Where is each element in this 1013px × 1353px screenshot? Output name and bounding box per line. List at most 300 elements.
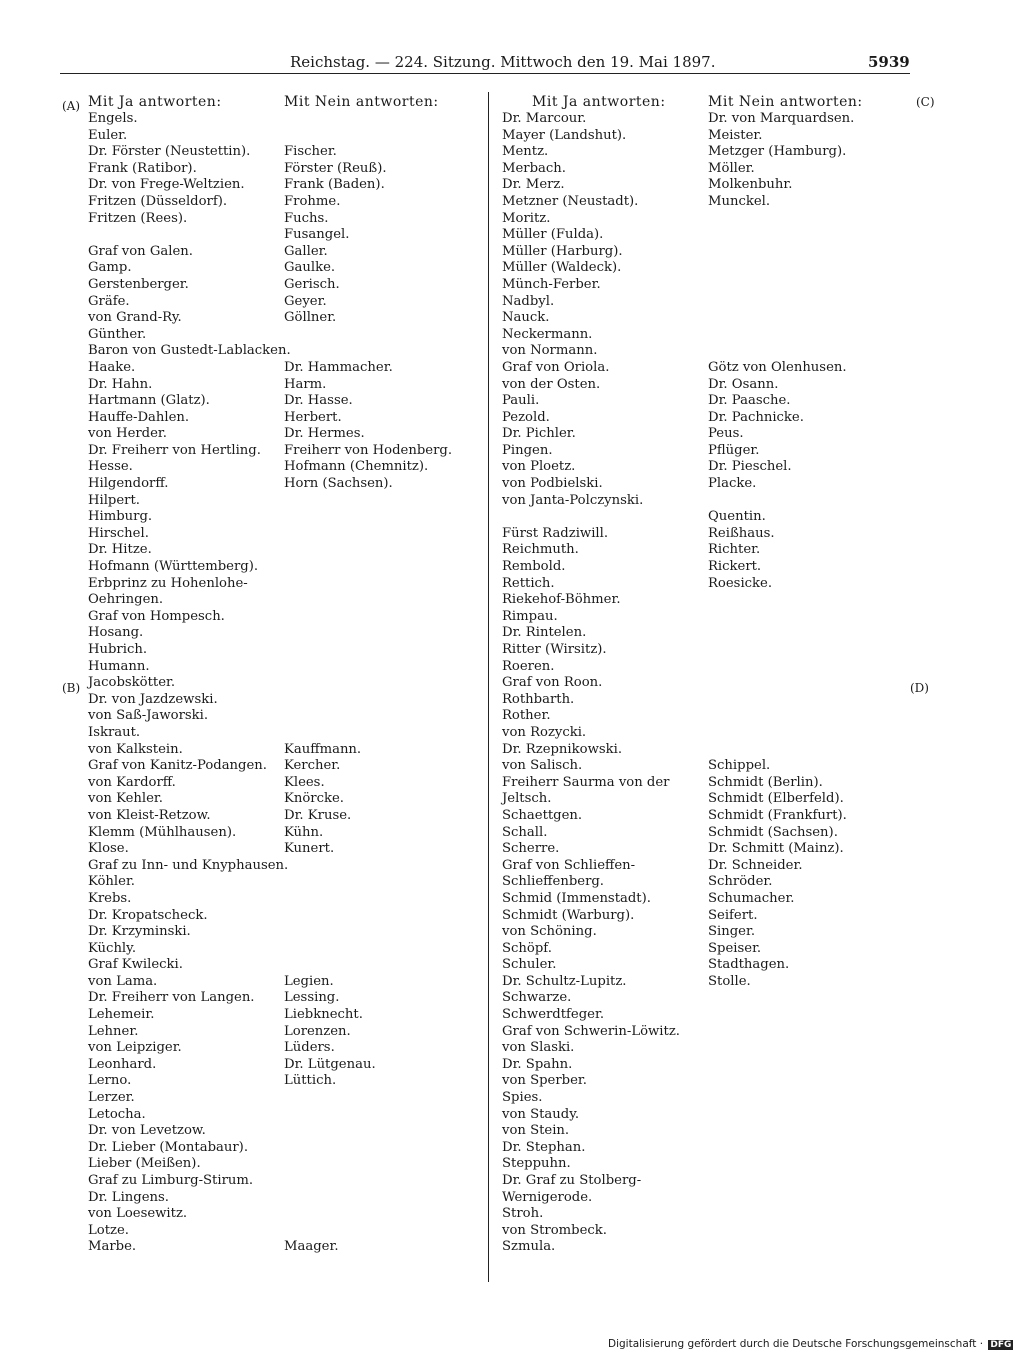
nein-entry: Roesicke. (708, 575, 773, 591)
vote-row (502, 592, 863, 609)
ja-entry: von Janta-Polczynski. (502, 492, 644, 508)
vote-row (502, 1024, 863, 1041)
left-nein-header: Mit Nein antworten: (284, 94, 439, 110)
vote-row (88, 990, 452, 1007)
ja-entry: von Strombeck. (502, 1222, 607, 1238)
nein-entry: Singer. (708, 924, 756, 940)
ja-entry: Rimpau. (502, 608, 558, 624)
nein-entry: Schmidt (Sachsen). (708, 824, 838, 840)
ja-entry: Graf von Schlieffen- (502, 857, 636, 873)
ja-entry: von Leipziger. (88, 1040, 182, 1056)
nein-entry: Pflüger. (708, 442, 760, 458)
ja-entry: Pauli. (502, 393, 540, 409)
vote-row (502, 128, 863, 145)
vote-row (502, 459, 863, 476)
page-header-title: Reichstag. — 224. Sitzung. Mittwoch den 19. Mai 1897. (290, 53, 716, 71)
nein-entry: Dr. Pachnicke. (708, 409, 804, 425)
nein-entry: Schippel. (708, 758, 771, 774)
vote-row (88, 459, 452, 476)
vote-row (88, 1040, 452, 1057)
ja-entry: von Ploetz. (502, 459, 576, 475)
vote-row (502, 941, 863, 958)
ja-entry: Dr. Schultz-Lupitz. (502, 973, 627, 989)
vote-row (88, 625, 452, 642)
ja-entry: Münch-Ferber. (502, 276, 601, 292)
vote-row (88, 111, 452, 128)
nein-entry: Kercher. (284, 758, 341, 774)
ja-entry: Schmid (Immenstadt). (502, 890, 651, 906)
vote-row (502, 161, 863, 178)
right-column (502, 94, 863, 1256)
nein-entry: Meister. (708, 127, 763, 143)
ja-entry: von Grand-Ry. (88, 310, 182, 326)
vote-row (88, 775, 452, 792)
right-ja-header: Mit Ja antworten: (532, 94, 666, 110)
vote-row (88, 841, 452, 858)
vote-row (88, 891, 452, 908)
vote-row (88, 742, 452, 759)
nein-entry: Speiser. (708, 940, 762, 956)
vote-row (88, 1007, 452, 1024)
vote-row (88, 1107, 452, 1124)
vote-row (502, 277, 863, 294)
nein-entry: Munckel. (708, 193, 771, 209)
nein-entry: Dr. Lütgenau. (284, 1056, 376, 1072)
ja-entry: von Podbielski. (502, 476, 603, 492)
vote-row (502, 1057, 863, 1074)
ja-entry: Hosang. (88, 625, 144, 641)
ja-entry: Steppuhn. (502, 1156, 571, 1172)
nein-entry: Horn (Sachsen). (284, 476, 393, 492)
ja-entry: Graf Kwilecki. (88, 957, 183, 973)
vote-row (88, 1123, 452, 1140)
ja-entry: Schwarze. (502, 990, 572, 1006)
ja-entry: Graf von Hompesch. (88, 608, 225, 624)
nein-entry: Kauffmann. (284, 741, 362, 757)
ja-entry: Lerno. (88, 1073, 132, 1089)
ja-entry: Dr. von Levetzow. (88, 1123, 206, 1139)
ja-entry: Szmula. (502, 1239, 556, 1255)
vote-row (88, 1206, 452, 1223)
left-ja-header: Mit Ja antworten: (88, 94, 222, 110)
vote-row (502, 1107, 863, 1124)
nein-entry: Götz von Olenhusen. (708, 359, 847, 375)
vote-row (88, 542, 452, 559)
vote-row (502, 1156, 863, 1173)
ja-entry: Leonhard. (88, 1056, 157, 1072)
vote-row (502, 1239, 863, 1256)
nein-entry: Dr. Hermes. (284, 426, 365, 442)
nein-entry: Dr. Schmitt (Mainz). (708, 841, 844, 857)
ja-entry: Lieber (Meißen). (88, 1156, 201, 1172)
nein-entry: Fusangel. (284, 227, 350, 243)
vote-row (88, 426, 452, 443)
vote-row (88, 443, 452, 460)
ja-entry: Schall. (502, 824, 548, 840)
ja-entry: Oehringen. (88, 592, 164, 608)
ja-entry: Dr. Marcour. (502, 111, 587, 126)
nein-entry: Gaulke. (284, 260, 336, 276)
vote-row (88, 642, 452, 659)
ja-entry: Pezold. (502, 409, 550, 425)
vote-row (88, 1156, 452, 1173)
nein-entry: Reißhaus. (708, 525, 775, 541)
ja-entry: Stroh. (502, 1206, 544, 1222)
ja-entry: Marbe. (88, 1239, 137, 1255)
ja-entry: von Kardorff. (88, 774, 176, 790)
nein-entry: Harm. (284, 376, 327, 392)
nein-entry: Klees. (284, 774, 325, 790)
vote-row (88, 1223, 452, 1240)
ja-entry: Jacobskötter. (88, 675, 176, 691)
nein-entry: Geyer. (284, 293, 327, 309)
vote-row (88, 393, 452, 410)
ja-entry: Euler. (88, 127, 128, 143)
nein-entry: Dr. Schneider. (708, 857, 803, 873)
vote-row (88, 194, 452, 211)
nein-entry: Frohme. (284, 193, 341, 209)
vote-row (502, 426, 863, 443)
ja-entry: von Kleist-Retzow. (88, 807, 211, 823)
ja-entry: Dr. von Jazdzewski. (88, 691, 218, 707)
nein-entry: Schröder. (708, 874, 773, 890)
footer-text: Digitalisierung gefördert durch die Deutsche Forschungsgemeinschaft (608, 1338, 977, 1350)
ja-entry: Scherre. (502, 841, 560, 857)
vote-row (502, 576, 863, 593)
vote-row (502, 410, 863, 427)
nein-entry: Fischer. (284, 144, 337, 160)
vote-row (88, 1024, 452, 1041)
ja-entry: Fürst Radziwill. (502, 525, 609, 541)
vote-row (88, 476, 452, 493)
ja-entry: Küchly. (88, 940, 137, 956)
vote-row (88, 609, 452, 626)
ja-entry: Moritz. (502, 210, 551, 226)
vote-row (88, 360, 452, 377)
vote-row (502, 1190, 863, 1207)
ja-entry: Klose. (88, 841, 129, 857)
nein-entry: Möller. (708, 160, 755, 176)
ja-entry: Spies. (502, 1090, 543, 1106)
vote-row (502, 211, 863, 228)
left-column-header (88, 94, 452, 111)
nein-entry: Richter. (708, 542, 761, 558)
nein-entry: Placke. (708, 476, 757, 492)
ja-entry: Fritzen (Rees). (88, 210, 188, 226)
ja-entry: Dr. Hitze. (88, 542, 152, 558)
ja-entry: Letocha. (88, 1106, 146, 1122)
vote-row (502, 758, 863, 775)
vote-row (88, 327, 452, 344)
ja-entry: Hubrich. (88, 642, 148, 657)
vote-row (502, 609, 863, 626)
ja-entry: Schuler. (502, 957, 557, 973)
vote-row (88, 659, 452, 676)
vote-row (88, 791, 452, 808)
ja-entry: Jeltsch. (502, 791, 552, 807)
ja-entry: Riekehof-Böhmer. (502, 592, 621, 608)
vote-row (88, 277, 452, 294)
nein-entry: Molkenbuhr. (708, 177, 793, 193)
ja-entry: von Kalkstein. (88, 741, 183, 757)
nein-entry: Galler. (284, 243, 328, 259)
nein-entry: Lorenzen. (284, 1023, 351, 1039)
ja-entry: Pingen. (502, 442, 553, 458)
ja-entry: Klemm (Mühlhausen). (88, 824, 237, 840)
column-divider (488, 92, 489, 1282)
vote-row (502, 1223, 863, 1240)
ja-entry: Frank (Ratibor). (88, 160, 197, 176)
nein-entry: Legien. (284, 973, 334, 989)
nein-entry: Stadthagen. (708, 957, 790, 973)
vote-row (88, 974, 452, 991)
nein-entry: Dr. Hammacher. (284, 359, 393, 375)
ja-entry: Dr. von Frege-Weltzien. (88, 177, 245, 193)
vote-row (88, 908, 452, 925)
vote-row (88, 211, 452, 228)
ja-entry: Rettich. (502, 575, 555, 591)
ja-entry: Dr. Freiherr von Langen. (88, 990, 255, 1006)
vote-row (502, 393, 863, 410)
vote-row (502, 874, 863, 891)
header-rule (60, 73, 910, 74)
vote-row (502, 908, 863, 925)
ja-entry: von Stein. (502, 1123, 570, 1139)
ja-entry: Rothbarth. (502, 691, 575, 707)
nein-entry: Gerisch. (284, 276, 340, 292)
nein-entry: Dr. Hasse. (284, 393, 353, 409)
vote-row (88, 227, 452, 244)
ja-entry: Dr. Freiherr von Hertling. (88, 442, 261, 458)
vote-row (88, 708, 452, 725)
nein-entry: Herbert. (284, 409, 342, 425)
margin-marker-a: (A) (62, 99, 81, 113)
ja-entry: Nauck. (502, 310, 550, 326)
vote-row (88, 1239, 452, 1256)
ja-entry: Graf von Galen. (88, 243, 193, 259)
vote-row (502, 1007, 863, 1024)
ja-entry: von Lama. (88, 973, 158, 989)
ja-entry: von Sperber. (502, 1073, 587, 1089)
vote-row (88, 924, 452, 941)
vote-row (502, 177, 863, 194)
vote-row (502, 659, 863, 676)
ja-entry: Hilgendorff. (88, 476, 169, 492)
ja-entry: Dr. Merz. (502, 177, 565, 193)
nein-entry: Schumacher. (708, 890, 795, 906)
nein-entry: Dr. von Marquardsen. (708, 111, 855, 126)
left-vote-list (88, 111, 452, 1256)
dfg-logo: DFG (990, 1340, 1012, 1350)
vote-row (502, 742, 863, 759)
nein-entry: Quentin. (708, 509, 766, 525)
vote-row (502, 642, 863, 659)
ja-entry: Schlieffenberg. (502, 874, 605, 890)
vote-row (88, 294, 452, 311)
nein-entry: Knörcke. (284, 791, 344, 807)
vote-row (88, 1140, 452, 1157)
vote-row (502, 692, 863, 709)
nein-entry: Lüttich. (284, 1073, 337, 1089)
vote-row (88, 377, 452, 394)
ja-entry: Dr. Hahn. (88, 376, 153, 392)
ja-entry: Lehemeir. (88, 1007, 155, 1023)
left-column (88, 94, 452, 1256)
nein-entry: Lüders. (284, 1040, 335, 1056)
nein-entry: Schmidt (Elberfeld). (708, 791, 844, 807)
ja-entry: Graf zu Limburg-Stirum. (88, 1173, 254, 1188)
vote-row (502, 990, 863, 1007)
vote-row (502, 924, 863, 941)
vote-row (502, 841, 863, 858)
ja-entry: Metzner (Neustadt). (502, 193, 639, 209)
vote-row (502, 227, 863, 244)
vote-row (502, 194, 863, 211)
vote-row (502, 360, 863, 377)
ja-entry: Haake. (88, 359, 136, 375)
nein-entry: Fuchs. (284, 210, 329, 226)
vote-row (502, 111, 863, 128)
vote-row (88, 260, 452, 277)
ja-entry: Wernigerode. (502, 1189, 593, 1205)
ja-entry: von Saß-Jaworski. (88, 708, 209, 724)
nein-entry: Rickert. (708, 559, 762, 575)
vote-row (88, 526, 452, 543)
nein-entry: Frank (Baden). (284, 177, 385, 193)
ja-entry: Dr. Rzepnikowski. (502, 741, 623, 757)
ja-entry: Freiherr Saurma von der (502, 774, 670, 790)
nein-entry: Seifert. (708, 907, 758, 923)
vote-row (502, 509, 863, 526)
vote-row (502, 343, 863, 360)
ja-entry: Günther. (88, 326, 147, 342)
vote-row (88, 675, 452, 692)
vote-row (502, 294, 863, 311)
ja-entry: Neckermann. (502, 326, 593, 342)
vote-row (502, 1123, 863, 1140)
ja-entry: Dr. Förster (Neustettin). (88, 144, 251, 160)
nein-entry: Metzger (Hamburg). (708, 144, 847, 160)
ja-entry: Mentz. (502, 144, 549, 160)
vote-row (502, 708, 863, 725)
vote-row (88, 161, 452, 178)
ja-entry: Graf von Roon. (502, 675, 603, 691)
ja-entry: Iskraut. (88, 724, 141, 740)
vote-row (502, 1140, 863, 1157)
ja-entry: Lehner. (88, 1023, 139, 1039)
ja-entry: Roeren. (502, 658, 555, 674)
ja-entry: Krebs. (88, 890, 132, 906)
vote-row (502, 377, 863, 394)
ja-entry: Humann. (88, 658, 150, 674)
vote-row (88, 410, 452, 427)
vote-row (502, 858, 863, 875)
nein-entry: Dr. Osann. (708, 376, 779, 392)
ja-entry: Dr. Pichler. (502, 426, 576, 442)
ja-entry: Schwerdtfeger. (502, 1007, 605, 1023)
vote-row (88, 343, 452, 360)
ja-entry: von Staudy. (502, 1106, 580, 1122)
vote-row (88, 1173, 452, 1190)
vote-row (88, 576, 452, 593)
vote-row (88, 177, 452, 194)
nein-entry: Freiherr von Hodenberg. (284, 442, 453, 458)
ja-entry: von Schöning. (502, 924, 597, 940)
ja-entry: Hofmann (Württemberg). (88, 559, 259, 575)
vote-row (88, 1190, 452, 1207)
ja-entry: Dr. Lieber (Montabaur). (88, 1139, 249, 1155)
ja-entry: Gamp. (88, 260, 132, 276)
footer: Digitalisierung gefördert durch die Deutsche Forschungsgemeinschaft · DFG (608, 1338, 1012, 1350)
nein-entry: Liebknecht. (284, 1007, 363, 1023)
ja-entry: Dr. Spahn. (502, 1056, 573, 1072)
vote-row (502, 260, 863, 277)
ja-entry: Graf von Schwerin-Löwitz. (502, 1023, 680, 1039)
ja-entry: Rother. (502, 708, 551, 724)
ja-entry: Köhler. (88, 874, 135, 890)
ja-entry: Baron von Gustedt-Lablacken. (88, 343, 291, 359)
ja-entry: Schöpf. (502, 940, 552, 956)
ja-entry: Müller (Waldeck). (502, 260, 622, 276)
right-column-header (502, 94, 863, 111)
nein-entry: Dr. Pieschel. (708, 459, 792, 475)
margin-marker-b: (B) (62, 681, 81, 695)
ja-entry: Himburg. (88, 509, 153, 525)
ja-entry: Hesse. (88, 459, 133, 475)
ja-entry: Erbprinz zu Hohenlohe- (88, 575, 248, 591)
vote-row (502, 808, 863, 825)
vote-row (502, 476, 863, 493)
vote-row (502, 891, 863, 908)
ja-entry: Müller (Harburg). (502, 243, 623, 259)
ja-entry: von Loesewitz. (88, 1206, 188, 1222)
vote-row (502, 1073, 863, 1090)
ja-entry: Hilpert. (88, 492, 140, 508)
vote-row (88, 808, 452, 825)
ja-entry: Gerstenberger. (88, 276, 189, 292)
vote-row (502, 310, 863, 327)
vote-row (502, 775, 863, 792)
ja-entry: Gräfe. (88, 293, 130, 309)
vote-row (502, 526, 863, 543)
vote-row (88, 144, 452, 161)
ja-entry: Engels. (88, 111, 138, 126)
ja-entry: Nadbyl. (502, 293, 555, 309)
ja-entry: Dr. Kropatscheck. (88, 907, 208, 923)
vote-row (502, 791, 863, 808)
ja-entry: Dr. Graf zu Stolberg- (502, 1173, 642, 1188)
ja-entry: von Herder. (88, 426, 167, 442)
ja-entry: von Normann. (502, 343, 598, 359)
vote-row (88, 559, 452, 576)
ja-entry: Merbach. (502, 160, 566, 176)
ja-entry: Reichmuth. (502, 542, 579, 558)
vote-row (502, 1206, 863, 1223)
vote-row (502, 244, 863, 261)
ja-entry: Dr. Rintelen. (502, 625, 587, 641)
ja-entry: Dr. Lingens. (88, 1189, 169, 1205)
page-number: 5939 (868, 53, 910, 71)
vote-row (502, 493, 863, 510)
ja-entry: Müller (Fulda). (502, 227, 604, 243)
ja-entry: Mayer (Landshut). (502, 127, 627, 143)
ja-entry: Hauffe-Dahlen. (88, 409, 190, 425)
nein-entry: Hofmann (Chemnitz). (284, 459, 429, 475)
vote-row (502, 443, 863, 460)
nein-entry: Maager. (284, 1239, 339, 1255)
nein-entry: Schmidt (Berlin). (708, 774, 823, 790)
ja-entry: von Rozycki. (502, 724, 587, 740)
